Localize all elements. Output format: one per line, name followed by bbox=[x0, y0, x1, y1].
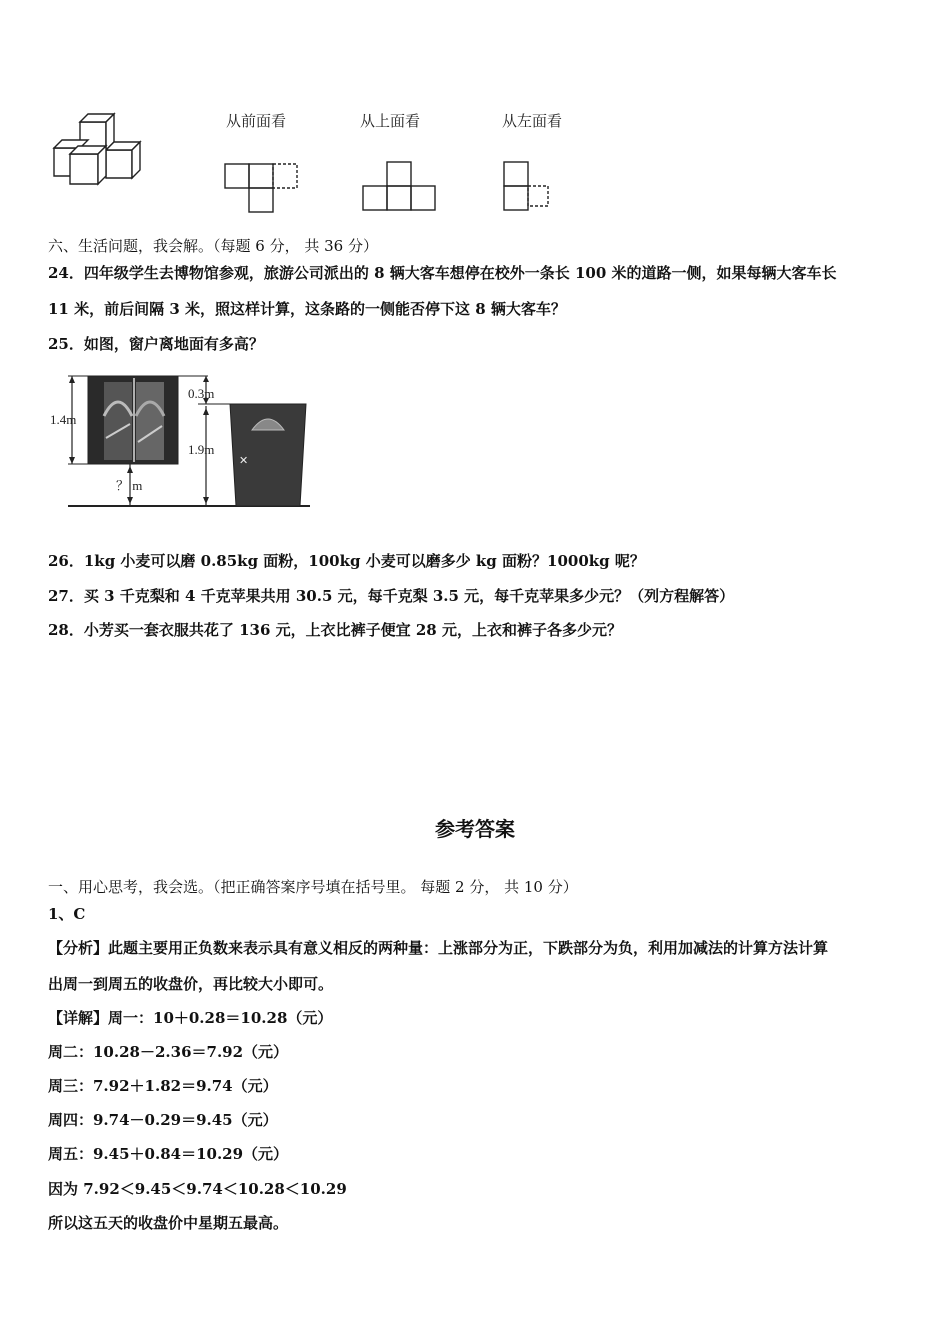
left-view-diagram bbox=[500, 158, 560, 216]
front-view-label: 从前面看 bbox=[226, 112, 287, 130]
detail-thursday: 周四：9.74－0.29＝9.45（元） bbox=[48, 1111, 278, 1129]
question-27: 27．买 3 千克梨和 4 千克苹果共用 30.5 元，每千克梨 3.5 元，每千克苹果多少元？（列方程解答） bbox=[48, 587, 735, 605]
top-view-label: 从上面看 bbox=[360, 112, 421, 130]
label-door-height: 1.9m bbox=[188, 442, 215, 457]
answers-section-1-heading: 一、用心思考，我会选。（把正确答案序号填在括号里。 每题 2 分， 共 10 分） bbox=[48, 878, 578, 896]
label-window-height: 1.4m bbox=[50, 412, 77, 427]
detail-friday: 周五：9.45＋0.84＝10.29（元） bbox=[48, 1145, 289, 1163]
question-25: 25．如图，窗户离地面有多高？ bbox=[48, 335, 264, 353]
question-28: 28．小芳买一套衣服共花了 136 元，上衣比裤子便宜 28 元，上衣和裤子各多少元？ bbox=[48, 621, 622, 639]
comparison: 因为 7.92＜9.45＜9.74＜10.28＜10.29 bbox=[48, 1180, 347, 1198]
analysis-line2: 出周一到周五的收盘价，再比较大小即可。 bbox=[48, 975, 334, 993]
label-gap: 0.3m bbox=[188, 386, 215, 401]
question-24-line1: 24．四年级学生去博物馆参观，旅游公司派出的 8 辆大客车想停在校外一条长 100 米的道路一侧，如果每辆大客车长 bbox=[48, 264, 837, 282]
label-unknown-height: ？ m bbox=[116, 478, 143, 493]
detail-tuesday: 周二：10.28－2.36＝7.92（元） bbox=[48, 1043, 289, 1061]
question-24-line2: 11 米，前后间隔 3 米，照这样计算，这条路的一侧能否停下这 8 辆大客车？ bbox=[48, 300, 566, 318]
conclusion: 所以这五天的收盘价中星期五最高。 bbox=[48, 1214, 289, 1232]
detail-wednesday: 周三：7.92＋1.82＝9.74（元） bbox=[48, 1077, 278, 1095]
svg-text:✕: ✕ bbox=[239, 455, 249, 467]
answer-1: 1、C bbox=[48, 905, 86, 923]
question-26: 26．1kg 小麦可以磨 0.85kg 面粉，100kg 小麦可以磨多少 kg 面粉？1000kg 呢？ bbox=[48, 552, 645, 570]
section-6-heading: 六、生活问题，我会解。（每题 6 分， 共 36 分） bbox=[48, 237, 378, 255]
window-height-figure bbox=[48, 368, 318, 513]
analysis-line1: 【分析】此题主要用正负数来表示具有意义相反的两种量：上涨部分为正，下跌部分为负，利用加减法的计算方法计算 bbox=[48, 939, 829, 957]
top-view-diagram bbox=[360, 158, 442, 216]
answers-title: 参考答案 bbox=[435, 817, 515, 841]
detail-monday: 【详解】周一：10＋0.28＝10.28（元） bbox=[48, 1009, 333, 1027]
left-view-label: 从左面看 bbox=[502, 112, 563, 130]
front-view-diagram bbox=[222, 158, 302, 216]
cube-stack-figure bbox=[48, 110, 158, 190]
